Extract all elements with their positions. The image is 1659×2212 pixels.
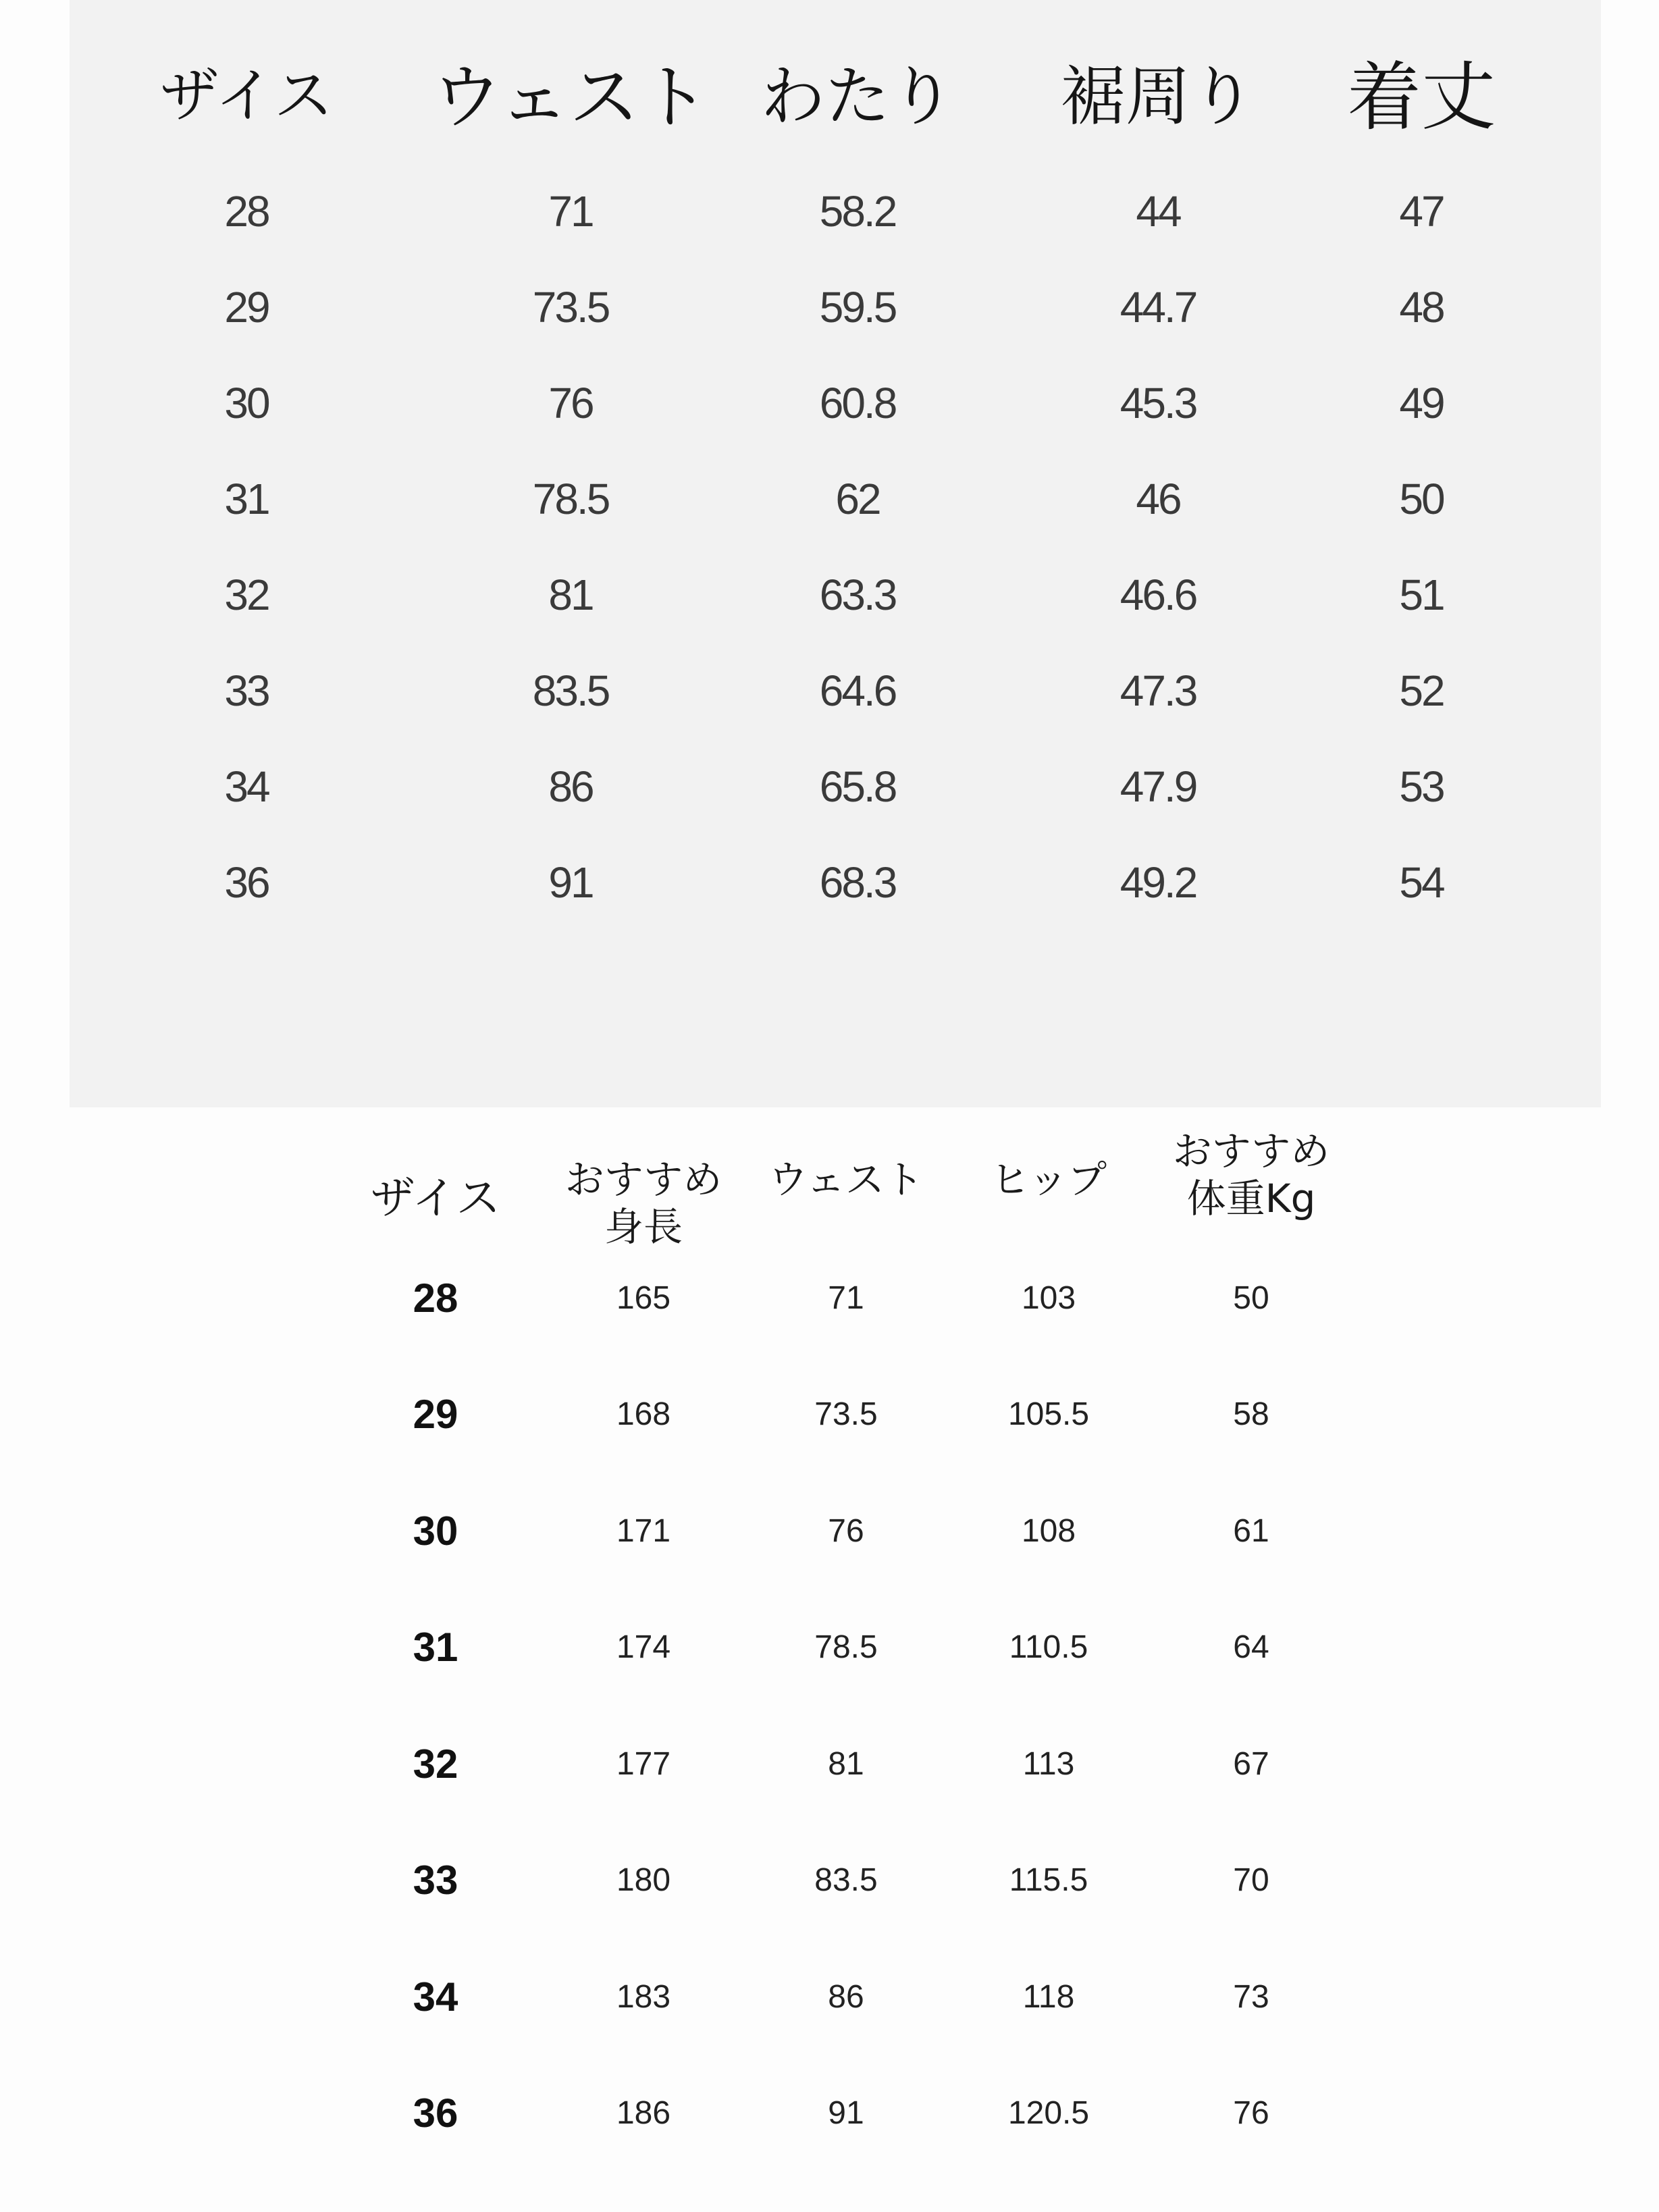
- table1-cell: 68.3: [819, 858, 896, 907]
- table2-cell: 67: [1233, 1745, 1269, 1782]
- table1-cell: 60.8: [819, 379, 896, 427]
- table2-cell: 58: [1233, 1396, 1269, 1432]
- table1-cell: 78.5: [532, 475, 609, 523]
- table2-cell: 81: [828, 1745, 864, 1782]
- table1-cell: 53: [1399, 762, 1444, 811]
- table2-cell: 183: [616, 1978, 671, 2015]
- table1-cell: 33: [224, 666, 269, 715]
- table2-header-line: ザイス: [370, 1172, 501, 1224]
- table2-cell: 108: [1021, 1512, 1076, 1549]
- table1-header-waist: ウェスト: [431, 56, 710, 138]
- table2-size-cell: 36: [413, 2090, 458, 2136]
- table1-cell: 91: [548, 858, 593, 907]
- table2-header-line: おすすめ: [1172, 1128, 1330, 1174]
- table1-cell: 71: [548, 187, 593, 236]
- table2-size-cell: 30: [413, 1508, 458, 1554]
- table1-cell: 49.2: [1120, 858, 1196, 907]
- table1-cell: 28: [224, 187, 269, 236]
- table1-cell: 36: [224, 858, 269, 907]
- table1-cell: 32: [224, 571, 269, 619]
- table2-size-cell: 29: [413, 1392, 458, 1437]
- table2-size-cell: 28: [413, 1275, 458, 1321]
- table1-cell: 50: [1399, 475, 1444, 523]
- table2-cell: 180: [616, 1862, 671, 1898]
- table2-cell: 113: [1022, 1745, 1075, 1782]
- table1-header-thigh: わたり: [760, 58, 955, 134]
- table2-header-line: 体重Kg: [1186, 1176, 1316, 1221]
- table2-cell: 76: [828, 1512, 864, 1549]
- table2-cell: 171: [616, 1512, 671, 1549]
- table2-cell: 50: [1233, 1280, 1269, 1316]
- table1-cell: 65.8: [819, 762, 896, 811]
- table2-size-cell: 33: [413, 1858, 458, 1903]
- table2-cell: 103: [1021, 1280, 1076, 1316]
- table1-cell: 31: [224, 475, 269, 523]
- table2-cell: 91: [828, 2095, 864, 2131]
- table2-cell: 71: [828, 1280, 864, 1316]
- table2-cell: 70: [1233, 1862, 1269, 1898]
- table1-header-size: ザイス: [159, 61, 334, 130]
- table1-header-length: 着丈: [1347, 54, 1496, 140]
- table1-cell: 45.3: [1120, 379, 1196, 427]
- table1-cell: 47.9: [1120, 762, 1196, 811]
- table2-header-line: 身長: [604, 1204, 683, 1250]
- table1-cell: 59.5: [819, 283, 896, 332]
- table1-cell: 58.2: [819, 187, 896, 236]
- table2-cell: 186: [616, 2095, 671, 2131]
- table2-cell: 61: [1233, 1512, 1269, 1549]
- table2-size-cell: 31: [413, 1625, 458, 1670]
- table1-header-hem: 裾周り: [1061, 58, 1255, 134]
- table2-cell: 165: [616, 1280, 671, 1316]
- table1-cell: 46: [1136, 475, 1180, 523]
- table1-cell: 47.3: [1120, 666, 1196, 715]
- table1-cell: 81: [548, 571, 593, 619]
- table1-cell: 51: [1399, 571, 1444, 619]
- table1-cell: 63.3: [819, 571, 896, 619]
- table2-cell: 73: [1233, 1978, 1269, 2015]
- table1-cell: 76: [548, 379, 593, 427]
- table2-header-line: ウェスト: [768, 1157, 924, 1203]
- table2-cell: 168: [616, 1396, 671, 1432]
- table2-cell: 83.5: [814, 1862, 878, 1898]
- table2-cell: 120.5: [1007, 2095, 1090, 2131]
- table1-cell: 86: [548, 762, 593, 811]
- table1-cell: 46.6: [1120, 571, 1196, 619]
- table1-cell: 29: [224, 283, 269, 332]
- table1-cell: 54: [1399, 858, 1444, 907]
- table2-cell: 64: [1233, 1629, 1269, 1665]
- table2-size-cell: 32: [413, 1741, 458, 1787]
- table1-cell: 44.7: [1120, 283, 1196, 332]
- table2-cell: 105.5: [1007, 1396, 1090, 1432]
- table2-header-rec-weight: [1116, 1128, 1386, 1222]
- table2-cell: 76: [1233, 2095, 1269, 2131]
- table2-header-line: ヒップ: [990, 1157, 1107, 1203]
- table2-cell: 110.5: [1009, 1629, 1088, 1665]
- table2-cell: 78.5: [814, 1629, 878, 1665]
- table1-cell: 47: [1399, 187, 1444, 236]
- table1-cell: 48: [1399, 283, 1444, 332]
- table2-size-cell: 34: [413, 1974, 458, 2020]
- table1-cell: 73.5: [532, 283, 609, 332]
- table2-cell: 115.5: [1009, 1862, 1088, 1898]
- table2-cell: 174: [616, 1629, 671, 1665]
- table1-cell: 83.5: [532, 666, 609, 715]
- table1-cell: 62: [835, 475, 880, 523]
- table1-cell: 30: [224, 379, 269, 427]
- table1-cell: 52: [1399, 666, 1444, 715]
- table2-cell: 177: [616, 1745, 671, 1782]
- table1-cell: 44: [1136, 187, 1180, 236]
- table2-cell: 73.5: [814, 1396, 878, 1432]
- table1-cell: 64.6: [819, 666, 896, 715]
- table2-cell: 86: [828, 1978, 864, 2015]
- table1-cell: 49: [1399, 379, 1444, 427]
- measurement-table-panel: [70, 0, 1601, 1107]
- table2-header-line: おすすめ: [564, 1157, 722, 1203]
- table1-cell: 34: [224, 762, 269, 811]
- table2-cell: 118: [1022, 1978, 1075, 2015]
